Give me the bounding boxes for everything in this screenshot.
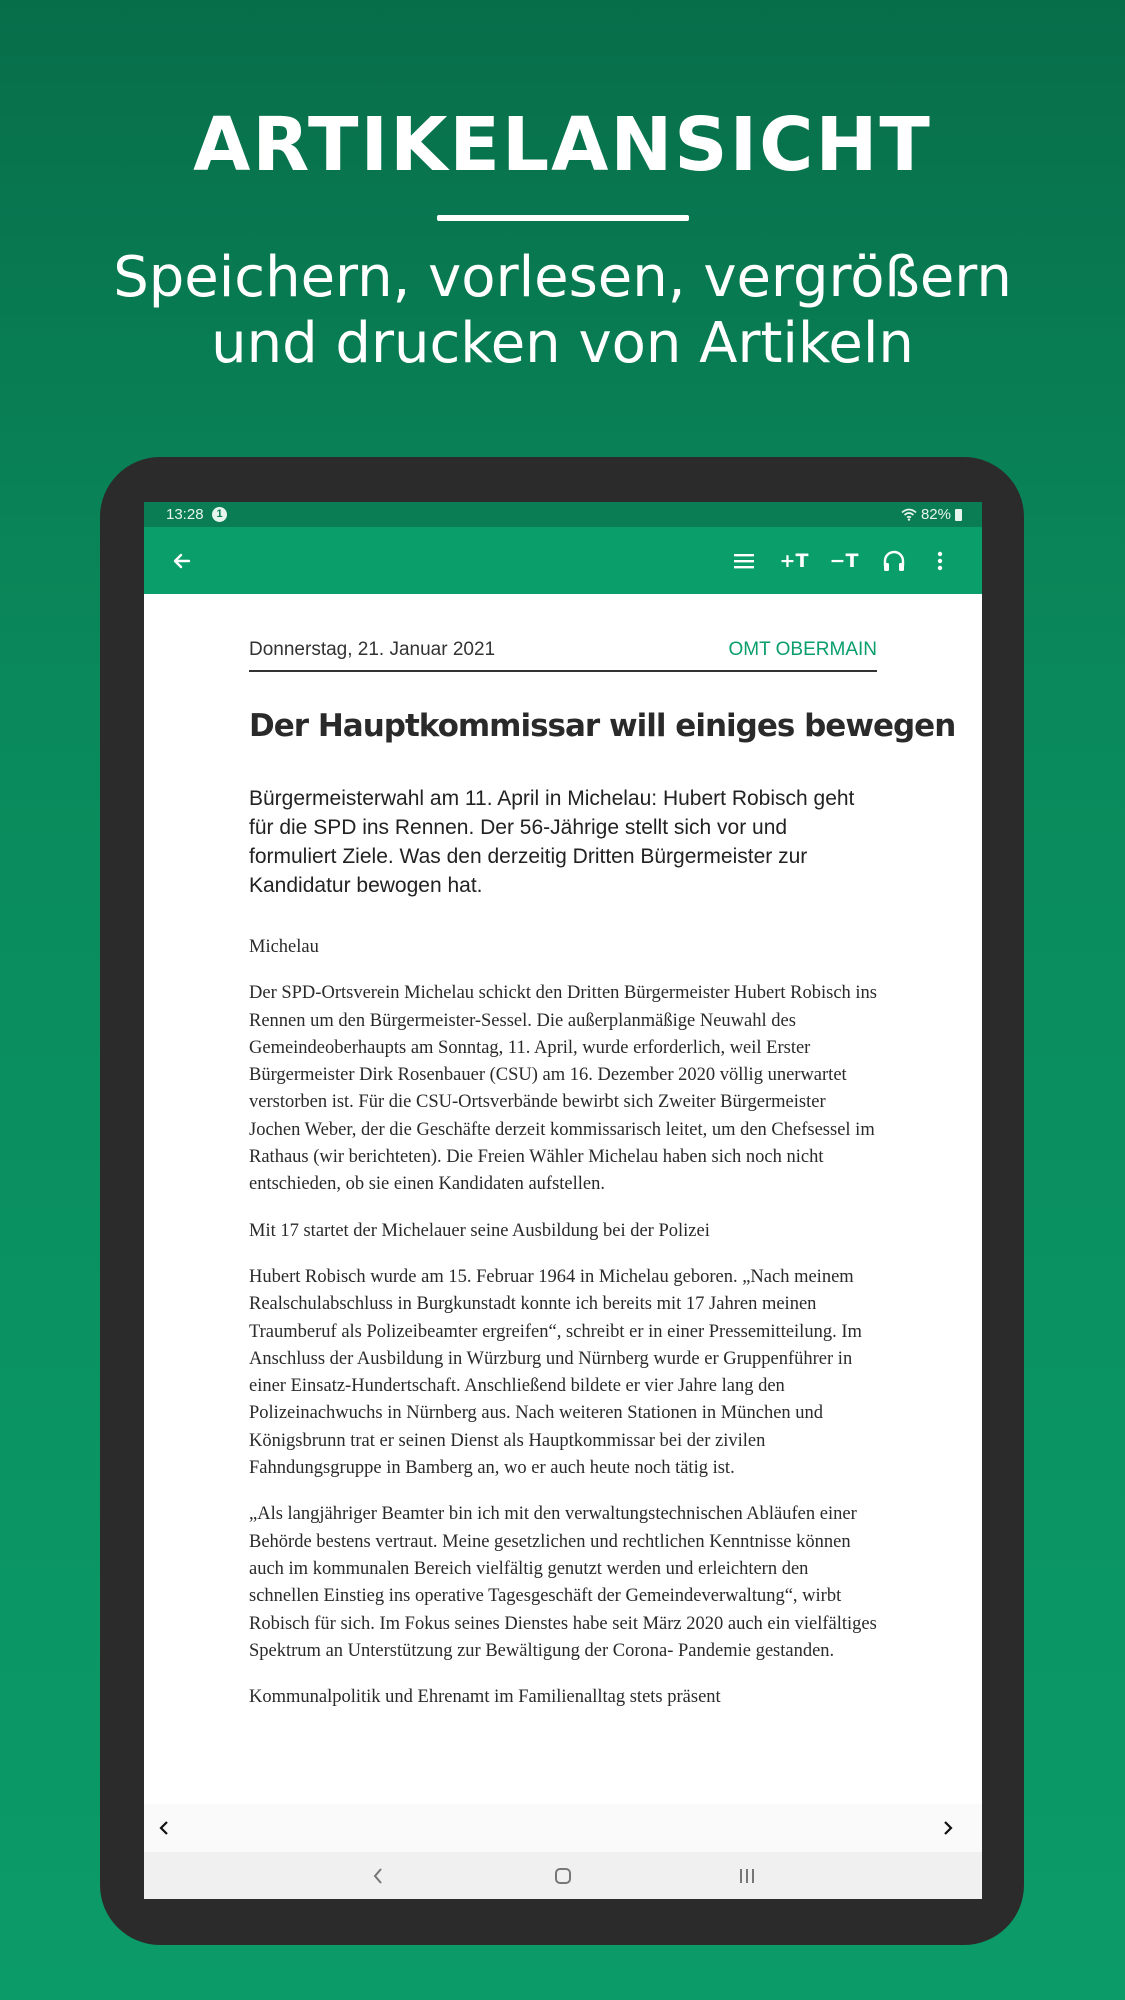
article-paragraph: Hubert Robisch wurde am 15. Februar 1964 in Michelau geboren. „Nach meinem Realschulabschluss in Burgkunstadt konnte ich bereits mit 17 Jahren meinen Traumberuf als Polizeibeamter ergreifen“, schreibt er in einer Pressemitteilung. Im Anschluss der Ausbildung in Würzburg und Nürnberg wurde er Gruppenführer in einer Einsatz-Hundertschaft. Anschließend bildete er vier Jahre lang den Polizeinachwuchs in Nürnberg aus. Nach weiteren Stationen in München und Königsbrunn trat er seinen Dienst als Hauptkommissar bei der zivilen Fahndungsgruppe in Bamberg an, wo er auch heute noch tätig ist. [249, 1266, 862, 1479]
article-paragraph: „Als langjähriger Beamter bin ich mit den verwaltungstechnischen Abläufen einer Behörde bestens vertraut. Meine gesetzlichen und rechtlichen Kenntnisse können auch im kommunalen Bereich vielfältig genutzt werden und erleichtern den schnellen Einstieg ins operative Tagesgeschäft der Gemeindeverwaltung“, wirbt Robisch für sich. Im Fokus seines Dienstes habe seit März 2020 auch ein vielfältiges Spektrum an Unterstützung zur Bewältigung der Corona- Pandemie gestanden. [249, 1504, 877, 1661]
hamburger-menu-icon [733, 552, 755, 570]
app-toolbar [144, 527, 982, 594]
status-right [901, 506, 962, 523]
wifi-icon [901, 508, 917, 521]
previous-article-button[interactable] [144, 1804, 184, 1852]
next-article-button[interactable] [928, 1804, 968, 1852]
article-subheading: Kommunalpolitik und Ehrenamt im Familienalltag stets präsent [249, 1687, 721, 1708]
more-vertical-icon [937, 551, 943, 571]
sections-menu-button[interactable] [722, 527, 766, 594]
article-dateline [249, 639, 877, 672]
chevron-left-icon [159, 1820, 169, 1836]
battery-level: 82% [920, 506, 951, 523]
status-bar [144, 502, 982, 527]
tablet-screen [144, 502, 982, 1899]
system-navigation-bar [144, 1852, 982, 1899]
promo-subtitle-line-2: und drucken von Artikeln [211, 311, 914, 376]
font-decrease-button[interactable]: −T [829, 549, 859, 572]
article-source: OMT OBERMAIN [728, 639, 877, 660]
overflow-menu-button[interactable] [920, 527, 960, 594]
nav-home-icon [553, 1866, 573, 1886]
font-increase-button[interactable]: +T [779, 549, 809, 572]
article-teaser: Bürgermeisterwahl am 11. April in Michelau: Hubert Robisch geht für die SPD ins Rennen. Der 56-Jährige stellt sich vor und formuliert Ziele. Was den derzeitig Dritten Bürgermeister zur Kandidatur bewogen hat. [249, 787, 855, 897]
article-subheading: Mit 17 startet der Michelauer seine Ausbildung bei der Polizei [249, 1220, 710, 1241]
chevron-right-icon [943, 1820, 953, 1836]
article-pager [144, 1804, 982, 1852]
system-recents-button[interactable] [722, 1852, 772, 1899]
promo-divider [437, 215, 689, 221]
read-aloud-button[interactable] [872, 527, 916, 594]
back-button[interactable] [160, 527, 204, 594]
promo-title: ARTIKELANSICHT [193, 102, 932, 188]
article-body [249, 934, 879, 1730]
promo-subtitle-line-1: Speichern, vorlesen, vergrößern [113, 245, 1012, 310]
promo-subtitle [0, 245, 1125, 377]
article-headline: Der Hauptkommissar will einiges bewegen [249, 708, 956, 744]
headphones-icon [882, 550, 906, 572]
article-date: Donnerstag, 21. Januar 2021 [249, 639, 496, 660]
arrow-left-icon [172, 551, 192, 571]
nav-recents-icon [737, 1866, 757, 1886]
nav-back-icon [372, 1866, 384, 1886]
status-time: 13:28 [166, 506, 204, 523]
battery-icon [955, 509, 962, 521]
system-back-button[interactable] [353, 1852, 403, 1899]
article-paragraph: Der SPD-Ortsverein Michelau schickt den Dritten Bürgermeister Hubert Robisch ins Rennen um den Bürgermeister-Sessel. Die außerplanmäßige Neuwahl des Gemeindeoberhaupts am Sonntag, 11. April, wurde erforderlich, weil Erster Bürgermeister Dirk Rosenbauer (CSU) am 16. Dezember 2020 völlig unerwartet verstorben ist. Für die CSU-Ortsverbände bewirbt sich Zweiter Bürgermeister Jochen Weber, der die Geschäfte derzeit kommissarisch leitet, um den Chefsessel im Rathaus (wir berichteten). Die Freien Wähler Michelau haben sich noch nicht entschieden, ob sie einen Kandidaten aufstellen. [249, 983, 878, 1195]
article-location: Michelau [249, 937, 319, 957]
tablet-frame [100, 457, 1024, 1945]
article-view[interactable] [249, 594, 956, 1804]
notification-badge: 1 [212, 507, 227, 522]
system-home-button[interactable] [538, 1852, 588, 1899]
